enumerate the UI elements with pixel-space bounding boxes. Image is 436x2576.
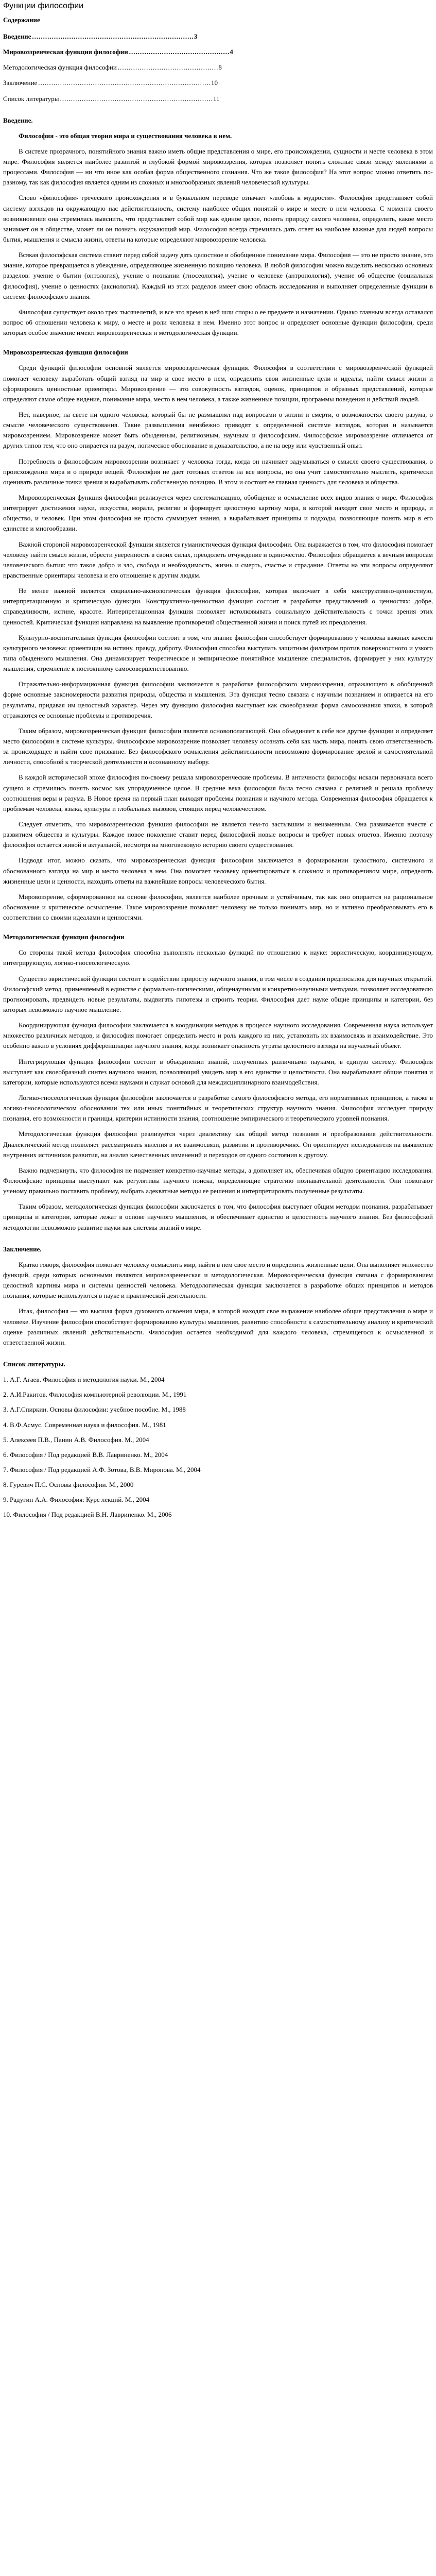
toc-entry-page: 11 xyxy=(213,94,220,103)
toc-entry-leader: .......................................................................... xyxy=(32,32,194,40)
toc-entry-methodology[interactable] xyxy=(3,62,433,73)
reference-item: 8. Гуревич П.С. Основы философии. М., 2000 xyxy=(3,1481,134,1489)
toc-entry-page: 4 xyxy=(230,48,233,56)
references-list xyxy=(3,1375,433,1520)
reference-item: 9. Радугин А.А. Философия: Курс лекций. М., 2004 xyxy=(3,1496,150,1504)
reference-item: 1. А.Г. Агаев. Философия и методология науки. М., 2004 xyxy=(3,1376,165,1384)
reference-item: 3. А.Г.Спиркин. Основы философии: учебное пособие. М., 1988 xyxy=(3,1405,186,1414)
worldview-heading: Мировоззренческая функция философии xyxy=(3,348,128,357)
reference-item: 5. Алексеев П.В., Панин А.В. Философия. М., 2004 xyxy=(3,1435,149,1444)
toc-entry-page: 3 xyxy=(194,32,198,40)
worldview-paragraph: Мировоззренческая функция философии реализуется через систематизацию, обобщение и осмысление всех видов знания о мире. Философия интегрирует достижения науки, искусства, морали, религии и формирует целостную картину мира, в которой находят свое место и природа, и общество, и человек. При этом философия не просто суммирует знания, а вырабатывает принципы и подходы, позволяющие понять мир в его единстве и многообразии. xyxy=(3,494,433,533)
methodology-paragraph: Со стороны такой метода философия способна выполнять несколько функций по отношению к науке: эвристическую, координирующую, интегрирующую, логико-гносеологическую. xyxy=(3,948,433,967)
worldview-paragraph: Не менее важной является социально-аксиологическая функция философии, которая включает в себя конструктивно-ценностную, интерпретационную и критическую функции. Конструктивно-ценностная функция состоит в разработке представлений о ценностях: добре, справедливости, истине, красоте. Интерпретационная функция позволяет истолковывать социальную действительность с точки зрения этих ценностей. Критическая функция направлена на выявление противоречий общественной жизни и поиск путей их преодоления. xyxy=(3,587,433,626)
intro-paragraph: Слово «философия» греческого происхождения и в буквальном переводе означает «любовь к мудрости». Философия представляет собой систему взглядов на окружающую нас действительность, систему наиболее общих понятий о мире и месте в нем человека. С момента своего возникновения она стремилась выяснить, что представляет собой мир как единое целое, понять природу самого человека, определить, какое место занимает он в обществе, может ли он познать окружающий мир. Философия всегда стремилась дать ответ на наиболее важные для людей вопросы бытия, мышления и смысла жизни, ответы на которые определяют мировоззрение человека. xyxy=(3,194,433,244)
toc-entry-introduction[interactable] xyxy=(3,31,433,42)
worldview-paragraph: Нет, наверное, на свете ни одного человека, который бы не размышлял над вопросами о жизни и смерти, о возможностях своего разума, о смысле человеческого существования. Такие размышления неизбежно приводят к определенной системе взглядов, которая и называется мировоззрением. Мировоззрение может быть обыденным, религиозным, научным и философским. Философское мировоззрение отличается от других типов тем, что оно опирается на разум, логическое обоснование и доказательство, а не на веру или чувственный опыт. xyxy=(3,411,433,450)
document-title: Функции философии xyxy=(3,2,84,10)
methodology-paragraph: Интегрирующая функция философии состоит в объединении знаний, полученных различными науками, в единую систему. Философия выступает как своеобразный синтез научного знания, позволяющий увидеть мир в его единстве и целостности. Она вырабатывает общие понятия и категории, которые используются всеми науками и служат основой для междисциплинарного взаимодействия. xyxy=(3,1057,433,1086)
worldview-paragraph: Культурно-воспитательная функция философии состоит в том, что знание философии способствует формированию у человека важных качеств культурного человека: ориентации на истину, правду, доброту. Философия способна выступать защитным фильтром против поверхностного и узкого типа обыденного мышления. Она динамизирует теоретическое и эмпирическое понятийное мышление специалистов, формирует у них культуру мышления, стремление к постоянному самосовершенствованию. xyxy=(3,633,433,673)
intro-paragraph: Всякая философская система ставит перед собой задачу дать целостное и обобщенное понимание мира. Философия — это не просто знание, это знание, которое превращается в убеждение, определяющее жизненную позицию человека. В любой философии можно выделить несколько основных разделов: учение о бытии (онтология), учение о познании (гносеология), учение о человеке (антропология), учение об обществе (социальная философия), учение о ценностях (аксиология). Каждый из этих разделов имеет свою область исследования и выполняет определенные функции в системе философского знания. xyxy=(3,251,433,300)
table-of-contents xyxy=(3,31,433,104)
toc-entry-leader: .............................................. xyxy=(117,63,219,72)
intro-heading: Введение. xyxy=(3,116,33,124)
worldview-paragraph: Мировоззрение, сформированное на основе философии, является наиболее прочным и устойчивым, так как оно опирается на рациональное обоснование и критическое осмысление. Такое мировоззрение позволяет человеку не только понимать мир, но и активно преобразовывать его в соответствии со своими идеалами и ценностями. xyxy=(3,892,433,922)
reference-item: 4. В.Ф.Асмус. Современная наука и философия. М., 1981 xyxy=(3,1420,166,1429)
toc-entry-leader: .............................................. xyxy=(129,48,230,56)
worldview-paragraph: Важной стороной мировоззренческой функции является гуманистическая функция философии. Она выражается в том, что философия помогает человеку найти смысл жизни, обрести уверенность в своих силах, преодолеть отчуждение и одиночество. Философия обращается к вечным вопросам человеческого бытия: что такое добро и зло, свобода и необходимость, жизнь и смерть, счастье и страдание. Ответы на эти вопросы определяют нравственные ориентиры человека и его отношение к другим людям. xyxy=(3,540,433,579)
toc-entry-references[interactable] xyxy=(3,94,433,104)
toc-entry-page: 8 xyxy=(218,63,222,72)
toc-entry-label: Заключение xyxy=(3,79,38,87)
toc-entry-worldview[interactable] xyxy=(3,47,433,57)
toc-entry-page: 10 xyxy=(211,79,218,87)
conclusion-paragraph: Итак, философия — это высшая форма духовного освоения мира, в которой находят свое выражение наиболее общие представления о мире и человеке. Изучение философии способствует формированию культуры мышления, развитию способности к самостоятельному анализу и критической оценке различных явлений действительности. Философия остается необходимой для каждого человека, стремящегося к осмысленной и ответственной жизни. xyxy=(3,1307,433,1346)
intro-paragraph: Философия существует около трех тысячелетий, и все это время в ней шли споры о ее предмете и назначении. Однако главным всегда оставался вопрос об отношении человека к миру, о месте и роли человека в нем. Именно этот вопрос и определяет основные функции философии, среди которых особое значение имеют мировоззренческая и методологическая функции. xyxy=(3,308,433,337)
reference-item: 7. Философия / Под редакцией А.Ф. Зотова, В.В. Миронова. М., 2004 xyxy=(3,1465,201,1473)
worldview-paragraph: Среди функций философии основной является мировоззренческая функция. Философия в соответствии с мировоззренческой функцией помогает человеку выработать общий взгляд на мир и свое место в нем, определить свои жизненные цели и идеалы, найти смысл жизни и сформировать ценностные ориентиры. Мировоззрение — это совокупность взглядов, оценок, принципов и образных представлений, которые определяют самое общее видение, понимание мира, место в нем человека, а также жизненные позиции, программы поведения и действий людей. xyxy=(3,364,433,403)
toc-entry-conclusion[interactable] xyxy=(3,78,433,88)
methodology-paragraph: Важно подчеркнуть, что философия не подменяет конкретно-научные методы, а дополняет их, обеспечивая общую ориентацию исследования. Философские принципы выступают как регулятивы научного поиска, определяющие стратегию познавательной деятельности. Они помогают ученому правильно поставить проблему, выбрать адекватные методы ее решения и интерпретировать полученные результаты. xyxy=(3,1166,433,1195)
toc-entry-label: Методологическая функция философии xyxy=(3,63,117,72)
worldview-paragraph: Отражательно-информационная функция философии заключается в разработке философского мировоззрения, отражающего в обобщенной форме основные закономерности развития природы, общества и мышления. Эта функция тесно связана с научным познанием и опирается на его результаты, придавая им целостный характер. Через эту функцию философия выступает как своеобразная форма самосознания эпохи, в которой отражаются ее основные проблемы и противоречия. xyxy=(3,680,433,719)
worldview-paragraph: Подводя итог, можно сказать, что мировоззренческая функция философии заключается в формировании целостного, системного и обоснованного взгляда на мир и место человека в нем. Она помогает человеку ориентироваться в сложном и противоречивом мире, определять жизненные цели и ценности, находить ответы на важнейшие вопросы человеческого бытия. xyxy=(3,856,433,885)
intro-paragraph: В системе прозрачного, понятийного знания важно иметь общие представления о мире, его происхождении, сущности и месте человека в этом мире. Философия является наиболее развитой и глубокой формой мировоззрения, которая позволяет понять сложные связи между явлениями и процессами. Философия — ни что иное как особая форма общественного сознания. Что же такое философия? На этот вопрос можно ответить по-разному, так как философия является одним из сложных и многообразных явлений человеческой культуры. xyxy=(3,147,433,187)
reference-item: 10. Философия / Под редакцией В.Н. Лавриненко. М., 2006 xyxy=(3,1511,172,1519)
toc-entry-label: Введение xyxy=(3,32,31,40)
toc-heading: Содержание xyxy=(3,15,40,24)
toc-entry-label: Мировоззренческая функция философии xyxy=(3,48,128,56)
worldview-paragraph: Таким образом, мировоззренческая функция философии является основополагающей. Она объединяет в себе все другие функции и определяет место философии в системе культуры. Философское мировоззрение позволяет человеку осознать себя как часть мира, понять свою ответственность за происходящее и найти свое призвание. Без философского осмысления действительности невозможно формирование зрелой и самостоятельной личности, способной к творческой деятельности и осознанному выбору. xyxy=(3,726,433,766)
references-heading: Список литературы. xyxy=(3,1360,66,1368)
reference-item: 2. А.И.Ракитов. Философия компьютерной революции. М., 1991 xyxy=(3,1391,187,1399)
worldview-paragraph: В каждой исторической эпохе философия по-своему решала мировоззренческие проблемы. В античности философы искали первоначала всего сущего и стремились понять космос как упорядоченное целое. В средние века философия была тесно связана с религией и решала проблему соотношения веры и разума. В Новое время на первый план выходят проблемы познания и научного метода. Современная философия обращается к проблемам человека, языка, культуры и глобальных вызовов, стоящих перед человечеством. xyxy=(3,773,433,812)
conclusion-paragraph: Кратко говоря, философия помогает человеку осмыслить мир, найти в нем свое место и определить жизненные цели. Она выполняет множество функций, среди которых основными являются мировоззренческая и методологическая. Мировоззренческая функция связана с формированием целостной картины мира и системы ценностей человека. Методологическая функция заключается в разработке общих принципов и методов познания, которые используются в науке и практической деятельности. xyxy=(3,1260,433,1300)
methodology-paragraph: Методологическая функция философии реализуется через диалектику как общий метод познания и преобразования действительности. Диалектический метод позволяет рассматривать явления в их взаимосвязи, развитии и противоречиях. Он ориентирует исследователя на выявление внутренних источников развития, на анализ качественных изменений и переходов от одного состояния к другому. xyxy=(3,1130,433,1159)
conclusion-heading: Заключение. xyxy=(3,1245,42,1253)
intro-lead: Философия - это общая теория мира и существования человека в нем. xyxy=(19,131,232,140)
methodology-paragraph: Координирующая функция философии заключается в координации методов в процессе научного исследования. Современная наука использует множество различных методов, и философия помогает определить место и роль каждого из них, установить их взаимосвязь и взаимодействие. Это особенно важно в условиях дифференциации научного знания, когда возникает опасность утраты целостного взгляда на изучаемый объект. xyxy=(3,1021,433,1050)
worldview-paragraph: Потребность в философском мировоззрении возникает у человека тогда, когда он начинает задумываться о смысле своего существования, о происхождении мира и о природе вещей. Философия не дает готовых ответов на все вопросы, но она учит самостоятельно мыслить, критически оценивать различные точки зрения и вырабатывать собственную позицию. В этом и состоит ее главная ценность для человека и общества. xyxy=(3,457,433,486)
toc-entry-label: Список литературы xyxy=(3,94,59,103)
reference-item: 6. Философия / Под редакцией В.В. Лавриненко. М., 2004 xyxy=(3,1450,168,1459)
toc-entry-leader: ............................................................................... xyxy=(38,79,212,87)
methodology-paragraph: Таким образом, методологическая функция философии заключается в том, что философия выступает общим методом познания, разрабатывает принципы и категории, которые лежат в основе научного мышления, и обеспечивает единство и целостность научного знания. Без философской методологии невозможно развитие науки как системы знаний о мире. xyxy=(3,1202,433,1231)
methodology-paragraph: Существо эвристической функции состоит в содействии приросту научного знания, в том числе в создании предпосылок для научных открытий. Философский метод, применяемый в единстве с формально-логическими, общенаучными и конкретно-научными методами, позволяет исследователю прогнозировать, предвидеть новые результаты, выдвигать гипотезы и строить теории. Философия дает науке общие принципы и категории, без которых невозможно научное мышление. xyxy=(3,974,433,1014)
toc-entry-leader: ...................................................................... xyxy=(60,94,213,103)
worldview-paragraph: Следует отметить, что мировоззренческая функция философии не является чем-то застывшим и неизменным. Она развивается вместе с развитием общества и культуры. Каждое новое поколение ставит перед философией новые вопросы и требует новых ответов. Именно поэтому философия остается живой и актуальной, несмотря на многовековую историю своего существования. xyxy=(3,820,433,849)
methodology-paragraph: Логико-гносеологическая функция философии заключается в разработке самого философского метода, его нормативных принципов, а также в логико-гносеологическом обосновании тех или иных понятийных и теоретических структур научного знания. Философия исследует природу познания, его возможности и границы, критерии истинности знания, соотношение эмпирического и теоретического уровней познания. xyxy=(3,1094,433,1123)
methodology-heading: Методологическая функция философии xyxy=(3,933,125,941)
